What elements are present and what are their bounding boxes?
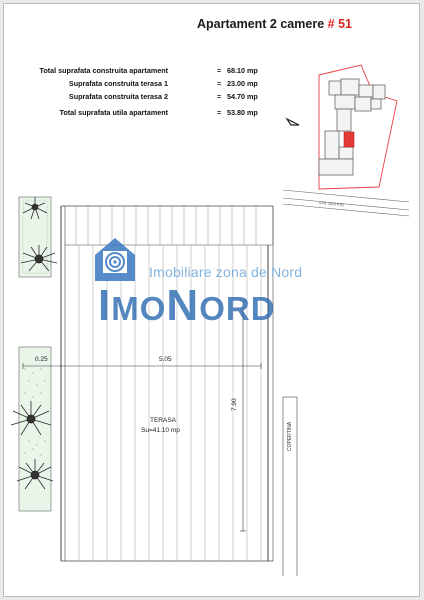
apartment-number: # 51 bbox=[327, 17, 352, 31]
area-label: Total suprafata utila apartament bbox=[59, 108, 168, 117]
north-arrow-icon bbox=[287, 119, 299, 125]
area-value: 54.70 mp bbox=[227, 92, 258, 101]
street-label: STR. JUSTITIEI bbox=[318, 201, 345, 208]
planter-bottom bbox=[11, 347, 53, 511]
brand-part: MO bbox=[111, 290, 167, 327]
brand-part: ORD bbox=[199, 290, 276, 327]
area-value: 53.80 mp bbox=[227, 108, 258, 117]
area-equals: = bbox=[217, 108, 222, 117]
area-label: Suprafata construita terasa 1 bbox=[68, 79, 168, 88]
dim-width: 5.05 bbox=[159, 356, 172, 363]
area-equals: = bbox=[217, 92, 222, 101]
building-footprint bbox=[319, 79, 385, 175]
area-value: 23.00 mp bbox=[227, 79, 258, 88]
room-area: Su=41.10 mp bbox=[141, 427, 180, 434]
street-edge bbox=[283, 198, 409, 210]
side-label: COPERTINA bbox=[287, 421, 293, 451]
area-equals: = bbox=[217, 66, 222, 75]
floor-plan-sheet bbox=[3, 3, 420, 597]
room-name: TERASA bbox=[150, 417, 177, 424]
dim-height: 7.90 bbox=[231, 398, 238, 411]
apartment-highlight bbox=[344, 132, 354, 147]
brand-letter: I bbox=[98, 281, 112, 330]
deck-slats-top bbox=[76, 206, 256, 245]
area-label: Total suprafata construita apartament bbox=[39, 66, 168, 75]
dimension-lines bbox=[23, 301, 261, 531]
title-text: Apartament 2 camere bbox=[197, 17, 325, 31]
planter-top bbox=[19, 197, 57, 277]
street-edge bbox=[283, 204, 409, 216]
street-edge bbox=[283, 190, 409, 202]
house-logo-icon bbox=[95, 238, 135, 281]
area-label: Suprafata construita terasa 2 bbox=[68, 92, 168, 101]
watermark-tagline: Imobiliare zona de Nord bbox=[149, 264, 303, 280]
dim-left: 0.25 bbox=[35, 356, 48, 363]
watermark-brand bbox=[98, 281, 276, 331]
brand-letter: N bbox=[166, 281, 200, 330]
area-equals: = bbox=[217, 79, 222, 88]
area-value: 68.10 mp bbox=[227, 66, 258, 75]
site-plan bbox=[283, 65, 409, 216]
